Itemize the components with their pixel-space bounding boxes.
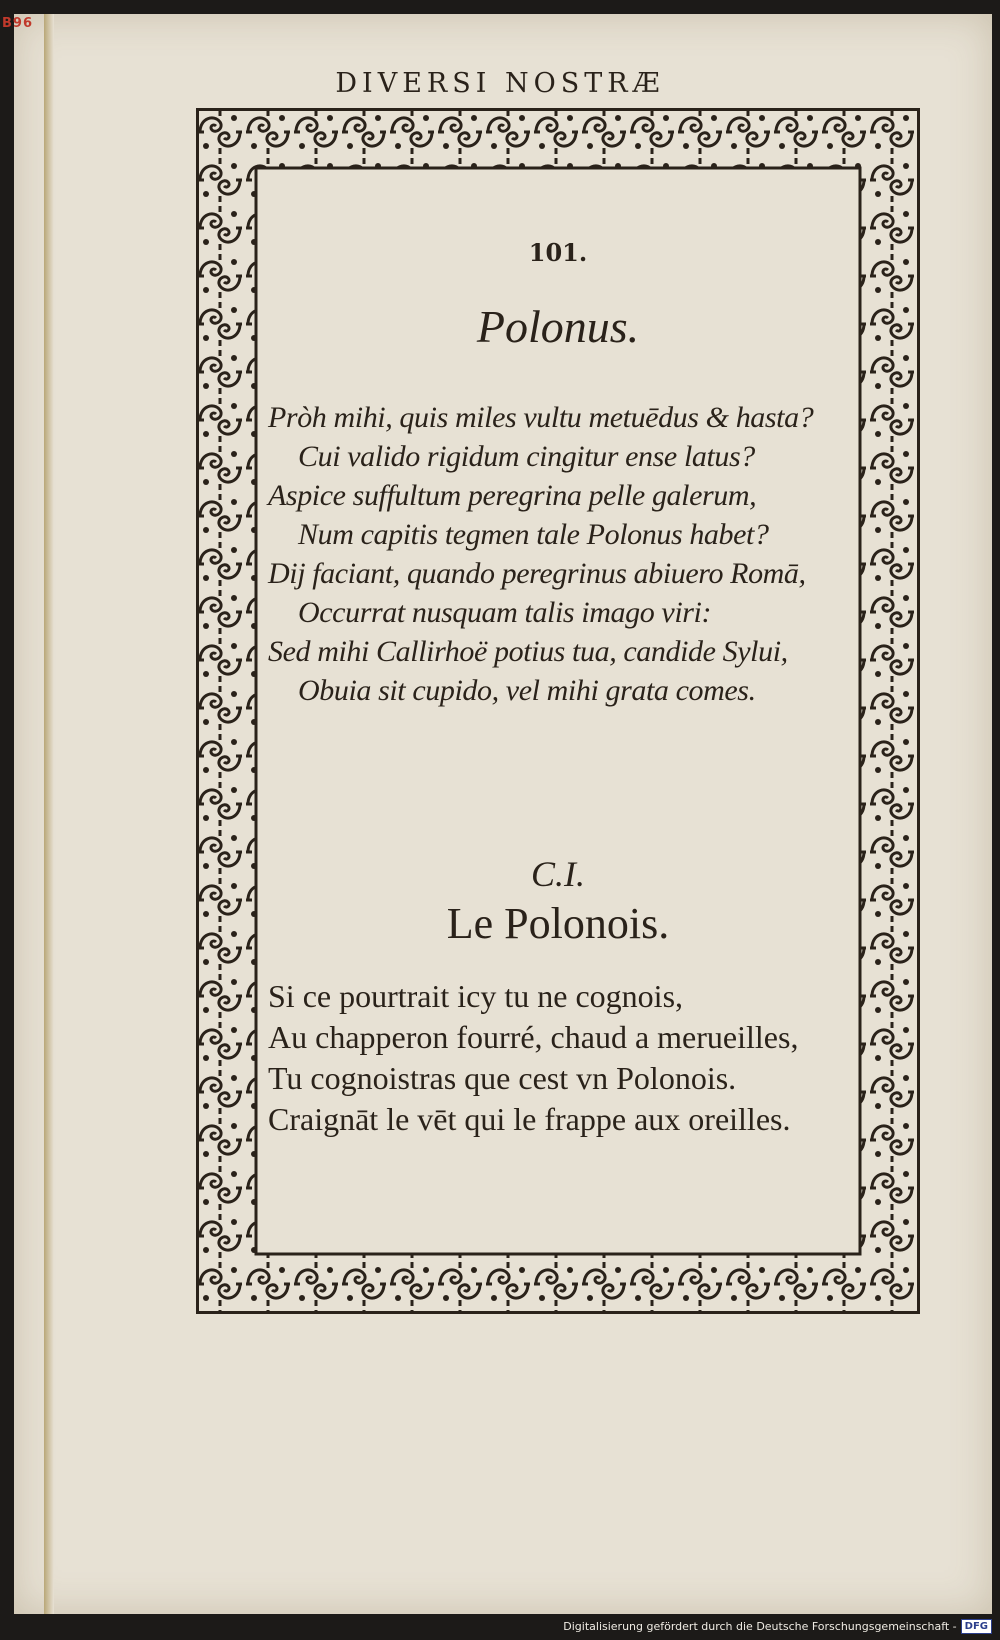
latin-line: Cui valido rigidum cingitur ense latus? (298, 440, 755, 473)
running-head: DIVERSI NOSTRÆ (335, 68, 665, 99)
french-poem-number: C.I. (531, 854, 585, 894)
french-line: Tu cognoistras que cest vn Polonois. (268, 1060, 737, 1096)
digitization-footer (563, 1616, 992, 1636)
latin-line: Num capitis tegmen tale Polonus habet? (298, 518, 769, 551)
latin-line: Obuia sit cupido, vel mihi grata comes. (298, 674, 756, 707)
french-line: Au chapperon fourré, chaud a merueilles, (268, 1019, 799, 1055)
latin-poem-number: 101. (528, 238, 588, 267)
latin-line: Aspice suffultum peregrina pelle galerum, (268, 479, 757, 512)
french-line: Si ce pourtrait icy tu ne cognois, (268, 978, 684, 1014)
french-poem (268, 976, 898, 1140)
latin-line: Dij faciant, quando peregrinus abiuero Romā, (268, 557, 806, 590)
page-content (196, 108, 920, 1314)
latin-poem-title: Polonus. (476, 301, 640, 352)
latin-line: Sed mihi Callirhoë potius tua, candide Sylui, (268, 635, 788, 668)
latin-line: Pròh mihi, quis miles vultu metuēdus & hasta? (268, 401, 814, 434)
footer-text: Digitalisierung gefördert durch die Deutsche Forschungsgemeinschaft - (563, 1619, 957, 1633)
french-poem-title: Le Polonois. (446, 899, 670, 948)
dfg-logo: DFG (961, 1619, 992, 1634)
french-line: Craignāt le vēt qui le frappe aux oreilles. (268, 1101, 791, 1137)
page-gutter (44, 14, 54, 1614)
latin-line: Occurrat nusquam talis imago viri: (298, 596, 712, 629)
catalog-mark: B96 (2, 16, 33, 31)
latin-poem (268, 398, 888, 710)
